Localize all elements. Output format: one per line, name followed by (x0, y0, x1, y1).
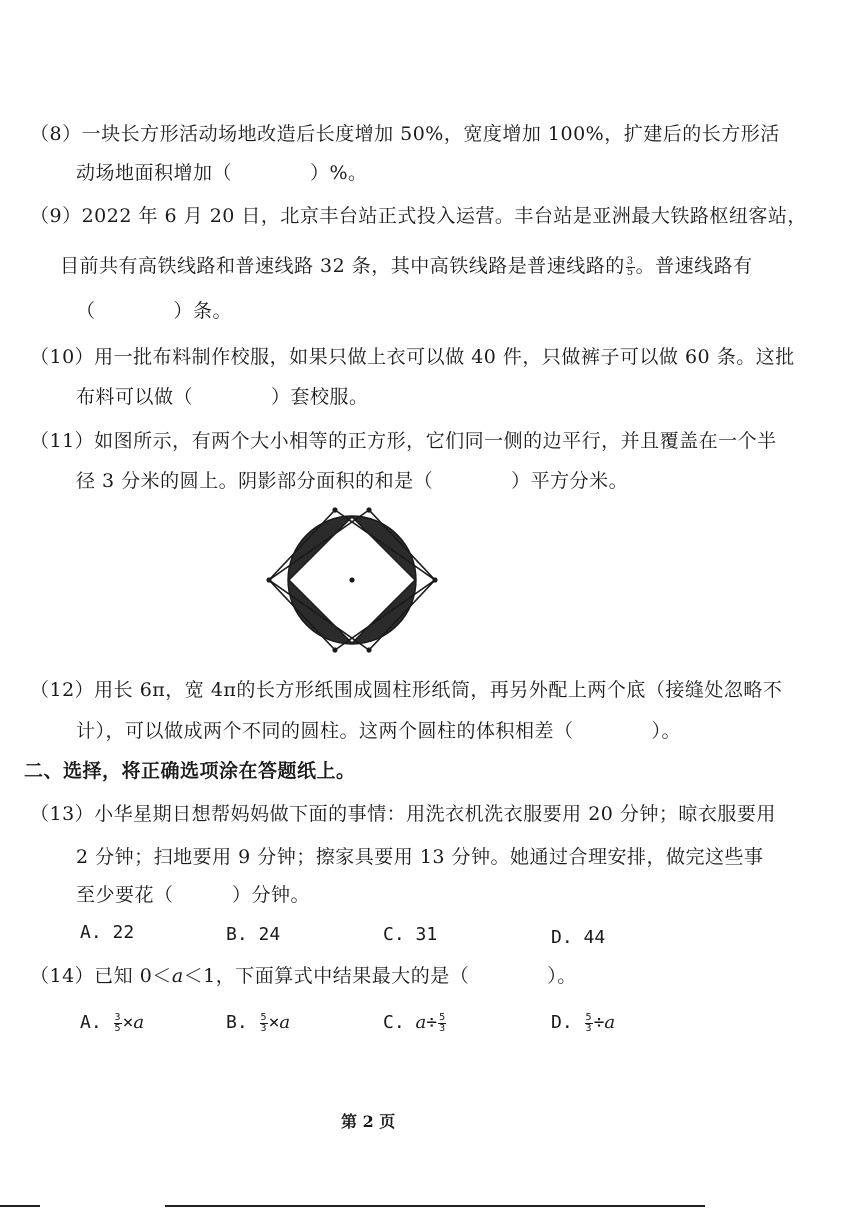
q8-line2: 动场地面积增加（ ）%。 (76, 162, 368, 184)
q13-option-c[interactable]: C. 31 (383, 924, 438, 945)
q14-option-d[interactable]: D. $\frac{5}{3}$ ÷a (551, 1011, 616, 1034)
q9-line2 (60, 253, 753, 279)
q14-line1 (30, 963, 577, 989)
q9-line1: （9）2022 年 6 月 20 日，北京丰台站正式投入运营。丰台站是亚洲最大铁路枢纽客站， (30, 205, 807, 227)
q13-line3: 至少要花（ ）分钟。 (76, 884, 311, 906)
q14-c-fraction: $\frac{5}{3}$ (439, 1011, 446, 1034)
q10-line2: 布料可以做（ ）套校服。 (76, 386, 369, 408)
bottom-rule (165, 1205, 705, 1207)
q14-option-c[interactable]: C. a÷ $\frac{5}{3}$ (383, 1011, 446, 1034)
q14-d-fraction: $\frac{5}{3}$ (585, 1011, 592, 1034)
q13-option-b[interactable]: B. 24 (226, 924, 281, 945)
q9-fraction (626, 257, 635, 278)
q8-line1: （8）一块长方形活动场地改造后长度增加 50%，宽度增加 100%，扩建后的长方形活 (30, 123, 780, 145)
q14-option-b[interactable]: B. $\frac{5}{3}$ ×a (226, 1011, 291, 1034)
q12-line2: 计），可以做成两个不同的圆柱。这两个圆柱的体积相差（ ）。 (76, 720, 682, 742)
q11-figure (262, 505, 442, 655)
q14-question: ＜1，下面算式中结果最大的是（ ）。 (183, 965, 577, 987)
q9-frac-den: 5 (626, 266, 634, 278)
q9-frac-num: 3 (626, 255, 634, 267)
q13-line2: 2 分钟；扫地要用 9 分钟；擦家具要用 13 分钟。她通过合理安排，做完这些事 (76, 846, 764, 868)
q11-line2: 径 3 分米的圆上。阴影部分面积的和是（ ）平方分米。 (76, 470, 629, 492)
section-2-title: 二、选择，将正确选项涂在答题纸上。 (24, 760, 356, 782)
page-number: 第 2 页 (341, 1112, 396, 1131)
q14-option-a[interactable]: A. $\frac{3}{5}$ ×a (80, 1011, 145, 1034)
q14-b-fraction: $\frac{5}{3}$ (260, 1011, 267, 1034)
q11-line1: （11）如图所示，有两个大小相等的正方形，它们同一侧的边平行，并且覆盖在一个半 (30, 430, 777, 452)
q14-var-a: a (171, 965, 184, 987)
q13-line1: （13）小华星期日想帮妈妈做下面的事情：用洗衣机洗衣服要用 20 分钟；晾衣服要用 (30, 803, 776, 825)
q13-option-d[interactable]: D. 44 (551, 927, 606, 948)
q14-prefix: （14）已知 0＜ (30, 965, 172, 987)
bottom-rule-left (0, 1205, 40, 1207)
q12-line1: （12）用长 6π，宽 4π的长方形纸围成圆柱形纸筒，再另外配上两个底（接缝处忽略不 (30, 679, 783, 701)
q13-option-a[interactable]: A. 22 (80, 922, 135, 943)
q9-line3: （ ）条。 (76, 300, 233, 322)
q9-line2-end: 。普速线路有 (635, 255, 753, 277)
center-dot (349, 577, 354, 582)
q10-line1: （10）用一批布料制作校服，如果只做上衣可以做 40 件，只做裤子可以做 60 条。这批 (30, 346, 795, 368)
q14-a-fraction: $\frac{3}{5}$ (114, 1011, 121, 1034)
q9-line2-text: 目前共有高铁线路和普速线路 32 条，其中高铁线路是普速线路的 (60, 255, 625, 277)
